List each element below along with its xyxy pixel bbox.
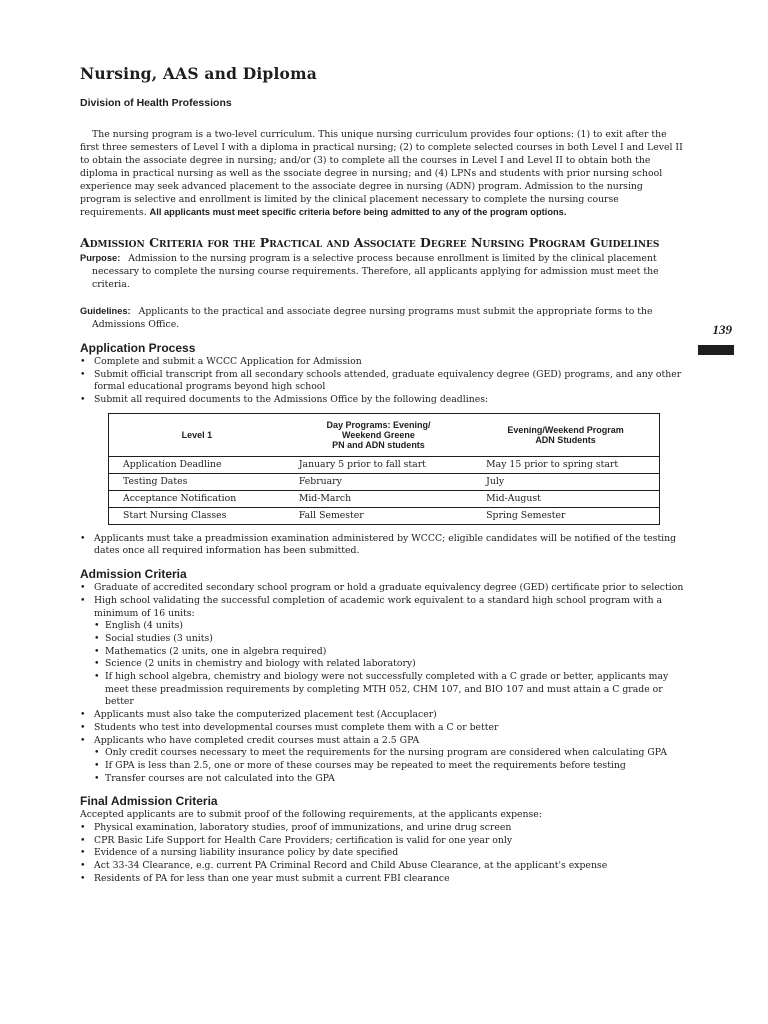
header-line: ADN Students [535,434,596,445]
list-item: • Physical examination, laboratory studies, proof of immunizations, and urine drug screen [80,822,686,835]
intro-paragraph [80,129,686,220]
admission-criteria-list [80,582,686,620]
header-line: Weekend Greene [342,429,415,440]
header-line: PN and ADN students [332,439,425,450]
admission-criteria-subheading: Admission Criteria [80,567,187,582]
table-row [109,456,660,473]
table-cell: Application Deadline [109,456,285,473]
list-item: • Submit all required documents to the Admissions Office by the following deadlines: [80,394,686,407]
list-item: • Submit official transcript from all secondary schools attended, graduate equivalency degree (GED) programs, and any other formal educational programs beyond high school [80,369,686,394]
section-tab-marker [698,345,734,355]
final-admission-criteria-heading: Final Admission Criteria [80,794,218,809]
guidelines-paragraph [80,305,686,332]
column-header-evening-weekend [472,413,659,456]
admission-criteria-list-continued [80,709,686,747]
document-page [80,64,686,886]
list-item: • Transfer courses are not calculated into the GPA [94,773,686,786]
purpose-term: Purpose: [80,253,121,264]
list-item: • Graduate of accredited secondary school program or hold a graduate equivalency degree (GED) certificate prior to selection [80,582,686,595]
list-item: • If high school algebra, chemistry and biology were not successfully completed with a C grade or better, applicants may meet these preadmission requirements by completing MTH 052, CHM 107, and BIO 107 and must attain a C grade or better [94,671,686,709]
high-school-units-list [80,620,686,709]
deadlines-table [108,413,660,525]
column-header-day-programs [285,413,472,456]
purpose-paragraph [80,252,686,292]
list-item: • Science (2 units in chemistry and biology with related laboratory) [94,658,686,671]
header-line: Evening/Weekend Program [507,424,624,435]
application-process-heading: Application Process [80,340,196,355]
guidelines-text: Applicants to the practical and associate degree nursing programs must submit the appropriate forms to the Admissions Office. [92,306,653,330]
application-process-list [80,356,686,407]
list-item: • If GPA is less than 2.5, one or more of these courses may be repeated to meet the requirements before testing [94,760,686,773]
table-cell: Start Nursing Classes [123,510,227,522]
header-line: Day Programs: Evening/ [326,419,431,430]
guidelines-term: Guidelines: [80,306,131,317]
list-item: • Applicants must also take the computerized placement test (Accuplacer) [80,709,686,722]
table-cell: Spring Semester [486,510,566,522]
table-cell: July [472,473,659,490]
list-item: • Applicants must take a preadmission examination administered by WCCC; eligible candidates will be notified of the testing dates once all required information has been submitted. [80,533,686,558]
list-item: • Applicants who have completed credit courses must attain a 2.5 GPA [80,735,686,748]
intro-text: The nursing program is a two-level curriculum. This unique nursing curriculum provides four options: (1) to exit after the first three semesters of Level I with a diploma in practical nursing; (2) to complete selected courses in both Level I and Level II to obtain the associate degree in nursing; and/or (3) to complete all the courses in Level I and Level II to obtain both the diploma in practical nursing as well as the ssociate degree in nursing; and (4) LPNs and students with prior nursing school experience may seek advanced placement to the associate degree in nursing (ADN) program. Admission to the nursing program is selective and enrollment is limited by the clinical placement necessary to complete the nursing course requirements. [80,129,683,219]
table-cell: Mid-August [472,490,659,507]
list-item: • Complete and submit a WCCC Application for Admission [80,356,686,369]
gpa-rules-list [80,747,686,785]
final-criteria-list [80,822,686,886]
list-item: • High school validating the successful completion of academic work equivalent to a standard high school program with a minimum of 16 units: [80,595,686,620]
division-label: Division of Health Professions [80,97,232,109]
page-title: Nursing, AAS and Diploma [80,64,317,83]
purpose-text: Admission to the nursing program is a selective process because enrollment is limited by the clinical placement necessary to complete the nursing course requirements. Therefore, all applicants applying for admission must meet the criteria. [92,253,659,291]
table-cell: Acceptance Notification [109,490,285,507]
admission-criteria-heading: Admission Criteria for the Practical and Associate Degree Nursing Program Guidelines [80,235,660,251]
list-item: • Act 33-34 Clearance, e.g. current PA Criminal Record and Child Abuse Clearance, at the applicant's expense [80,860,686,873]
table-cell: May 15 prior to spring start [472,456,659,473]
table-cell: January 5 prior to fall start [285,456,472,473]
page-number: 139 [712,322,732,337]
table-cell: Fall Semester [298,510,364,522]
table-row [109,473,660,490]
intro-bold-text: All applicants must meet specific criteria before being admitted to any of the program options. [149,207,567,218]
list-item: • English (4 units) [94,620,686,633]
list-item: • Students who test into developmental courses must complete them with a C or better [80,722,686,735]
table-cell: February [285,473,472,490]
list-item: • Evidence of a nursing liability insurance policy by date specified [80,847,686,860]
column-header-level: Level 1 [109,413,285,456]
table-row [109,507,660,524]
table-row [109,490,660,507]
table-cell: Testing Dates [109,473,285,490]
list-item: • Only credit courses necessary to meet the requirements for the nursing program are considered when calculating GPA [94,747,686,760]
table-header-row [109,413,660,456]
list-item: • Mathematics (2 units, one in algebra required) [94,646,686,659]
table-cell: Mid-March [285,490,472,507]
list-item: • Residents of PA for less than one year must submit a current FBI clearance [80,873,686,886]
preadmission-exam-list [80,533,686,558]
final-criteria-lead: Accepted applicants are to submit proof of the following requirements, at the applicants expense: [80,809,542,821]
list-item: • CPR Basic Life Support for Health Care Providers; certification is valid for one year only [80,835,686,848]
list-item: • Social studies (3 units) [94,633,686,646]
